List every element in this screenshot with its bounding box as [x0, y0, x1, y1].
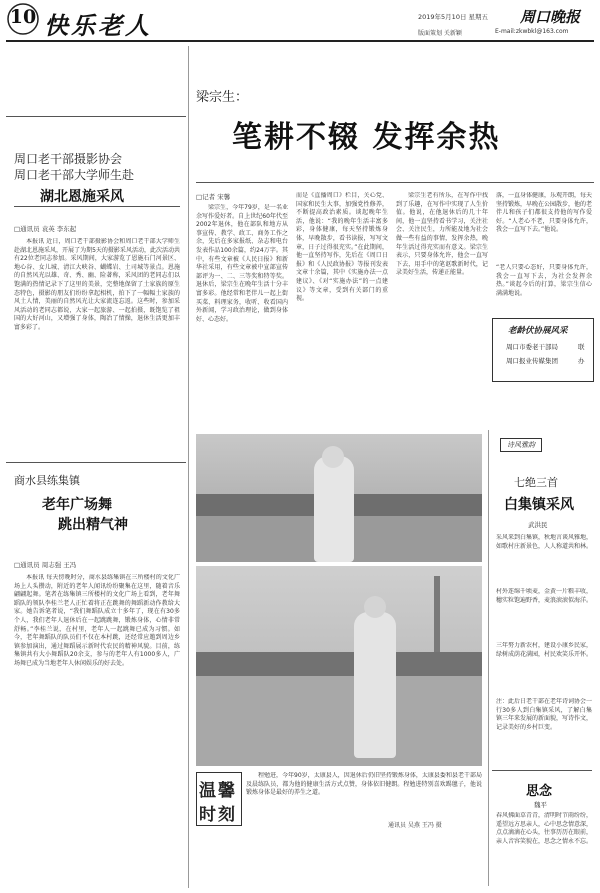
- right-column-divider: [488, 430, 489, 886]
- poem-verse-1: 采风来到白集镇，秋地言谈风雅地，如歌村庄新景色，人人称道共和林。: [496, 534, 592, 550]
- header-editor: 版面策划 关新颖: [418, 30, 462, 37]
- left-top-body: 本报讯 近日，周口老干部摄影协会和周口老干部大学师生赴湖北恩施采风，开展了为期5天的摄影采风活动，此次活动共有22位老同志参加。采风期间，大家游览了恩施石门河景区、地心谷、女儿城、清江大峡谷、蝴蝶岩、土司城等景点。恩施的自然风光以雄、奇、秀、幽、险著称，采风团的老同志们以饱满的热情记录下了这里的美景，完整地保留了土家族的原生态特色，摄影的朋友们纷纷拿起相机，拍下了一幅幅土家族的风土人情，美丽的自然风光让大家流连忘返。这些时，参加采风活动的老同志都说，大家一起旅游、一起拍摄，既饱览了祖国的大好河山，又增强了身体，陶冶了情操，退休生活更加丰富多彩了。: [14, 238, 180, 331]
- photo-top-head: [322, 446, 344, 468]
- photo-bottom-trees: [196, 652, 482, 676]
- poem-verse-2: 村外连绵千顷麦，金黄一片粮丰收，穗实粒饱遍野香，麦浪滚滚似海洋。: [496, 588, 592, 604]
- left-bottom-heading-1: 商水县练集镇: [14, 474, 80, 487]
- newspaper-brand: 周口晚报: [520, 8, 581, 26]
- main-quote: “老人只要心态好，只要身体允许，我会一直写下去，为社会发挥余热。”谈起今后的打算，梁宗生信心满满地说。: [496, 264, 592, 297]
- poem-author: 武洪民: [528, 521, 548, 529]
- ad-side-2: 办: [578, 357, 585, 365]
- caption-tag-line-2: 时刻: [199, 805, 237, 825]
- left-bottom-byline: □通讯员 周志强 王冯: [14, 561, 77, 569]
- left-column-rule: [6, 116, 186, 117]
- main-column-4: 落，一直身体健康，乐观开朗，每天坚持锻炼，早晚在公园散步，他的老伴儿和孩子们都很支持他的写作爱好。“人老心不老，只要身体允许，我会一直写下去。”他说。: [496, 192, 592, 234]
- poem-title-1: 七绝三首: [514, 476, 558, 489]
- main-byline: □记者 宋馨: [196, 193, 231, 201]
- left-column-divider: [188, 46, 189, 888]
- photo-top: [196, 434, 482, 562]
- header-date: 2019年5月10日 星期五: [418, 13, 489, 21]
- left-top-heading-1: 周口老干部摄影协会: [14, 152, 123, 166]
- reflect-author: 魏平: [534, 801, 547, 809]
- left-bottom-heading-3: 跳出精气神: [58, 517, 128, 533]
- left-bottom-body: 本报讯 每天傍晚时分，商水县练集镇在三所楼村的文化广场上人头攒动，附近的老年人闻讯纷纷聚集在这里，随着音乐翩翩起舞。笔者在练集镇三所楼村的文化广场上看到，老年舞蹈队的领队李桂兰老人正忙着将正在跳舞的舞蹈新动作教给大家。她告诉笔者说，“我们舞蹈队成立十多年了，现在有30多个人，我们老年人退休后在一起跳跳舞，锻炼身体，心情非常舒畅。”李桂兰说，在村里，老年人一起跳舞已成为习惯。如今，老年舞蹈队的队员们不仅在本村跳，还经常应邀到周边乡镇参加演出，通过舞蹈展示新时代农民的精神风貌。目前，练集镇共有大小舞蹈队20余支，参与的老年人有1000多人，广场舞已成为当地老年人休闲娱乐的好去处。: [14, 574, 180, 667]
- poem-title-2: 白集镇采风: [504, 497, 574, 513]
- main-column-1: 梁宗生，今年79岁，是一名业余写作爱好者。自上世纪60年代至2002年退休，他在部队和地方从事宣传、教学、政工、商务工作之余，先后在多家报纸、杂志和电台发表作品100余篇，约24万字。其中，有些文章被《人民日报》和新华社采用，有些文章被中宣部宣传部评为一、二、三等奖和特等奖。退休后，梁宗生在晚年生活十分丰富多彩。他经常和老伴儿一起上街买菜、料理家务，收听、收看国内外新闻，学习政治理论，做到身体好、心态好。: [196, 204, 288, 323]
- ad-title: 老龄伏协展风采: [508, 326, 568, 336]
- poem-tag: 诗风雅韵: [500, 438, 542, 452]
- caption-tag-line-1: 温馨: [199, 781, 237, 801]
- left-top-heading-3: 湖北恩施采风: [40, 189, 124, 205]
- reflect-divider: [492, 770, 592, 771]
- photo-bottom-field: [196, 676, 482, 766]
- main-kicker: 梁宗生：: [196, 90, 249, 105]
- left-top-underline: [14, 206, 180, 207]
- ad-line-1: 周口市委老干部局: [506, 343, 558, 351]
- ad-line-2: 周口报业传媒集团: [506, 357, 558, 365]
- main-column-2: 而是《直播周口》栏目，关心党、国家和民生大事，加强党性修养，不断提高政治素质。谈起晚年生活，他说：“我的晚年生活丰富多彩，身体健康，每天坚持锻炼身体，早晚散步，看书读报，写写文章，日子过得很充实。”在此期间，他一直坚持写作，先后在《周口日报》和《人民政协报》等报刊发表文章十余篇，其中《实施办法一点建议》、《对“实施办法”的一点建议》等文章，受到有关部门的重视。: [296, 192, 388, 303]
- reflect-body: 春风拂面草青青，清明时节雨纷纷，遥望远方思亲人，心中思念情意深，点点滴滴在心头，往事历历在眼前，亲人音容笑貌在，思念之情永不忘。: [496, 812, 592, 845]
- main-column-3: 梁宗生老有所乐，在写作中找到了乐趣，在写作中实现了人生价值。他说，在他退休后的几十年间，他一直坚持看书学习，关注社会、关注民生，力所能及地为社会做一些有益的事情，发挥余热，晚年生活过得充实而有意义。梁宗生表示，只要身体允许，他会一直写下去，用手中的笔讴歌新时代，记录美好生活，传递正能量。: [396, 192, 488, 277]
- header-rule: [6, 40, 594, 42]
- photo-bottom-person: [354, 612, 396, 758]
- left-bottom-heading-2: 老年广场舞: [42, 497, 112, 513]
- reflect-title: 思念: [526, 784, 553, 799]
- caption-text: 程勉进，今年90岁，太康县人，因退休后仍旧坚持锻炼身体，太康县委和县老干部局及晨练队员，都为他的健康生活方式点赞，身体依旧健朗。程勉进特别喜欢踢毽子，他说锻炼身体是最好的养生之道。: [246, 772, 482, 797]
- page-number: 10: [6, 2, 40, 36]
- ad-side-1: 联: [578, 343, 585, 351]
- main-headline: 笔耕不辍 发挥余热: [232, 120, 501, 155]
- poem-note: 注：此后日老干部在老年诗词协会一行30多人到白集镇采风，了解白集镇三年来发展的新面貌，写诗作文，记录美好的乡村巨变。: [496, 698, 592, 731]
- section-title: 快乐老人: [44, 11, 152, 40]
- photo-bottom-head: [364, 596, 386, 618]
- left-top-heading-2: 周口老干部大学师生赴: [14, 168, 135, 182]
- caption-credit: 通讯员 吴燕 王冯 摄: [388, 822, 442, 829]
- poem-verse-3: 三年努力新农村，建设小康乡民家，绿树成荫花满园，村民欢笑乐开怀。: [496, 642, 592, 658]
- header-email: E-mail:zkwbkl@163.com: [495, 28, 569, 35]
- photo-bottom-tower: [434, 576, 440, 664]
- left-divider: [6, 462, 186, 463]
- caption-tag: [196, 772, 242, 826]
- photo-top-person: [314, 456, 354, 562]
- left-top-byline: □通讯员 袁英 李东起: [14, 225, 77, 233]
- main-headline-rule: [196, 182, 594, 183]
- photo-bottom: [196, 566, 482, 766]
